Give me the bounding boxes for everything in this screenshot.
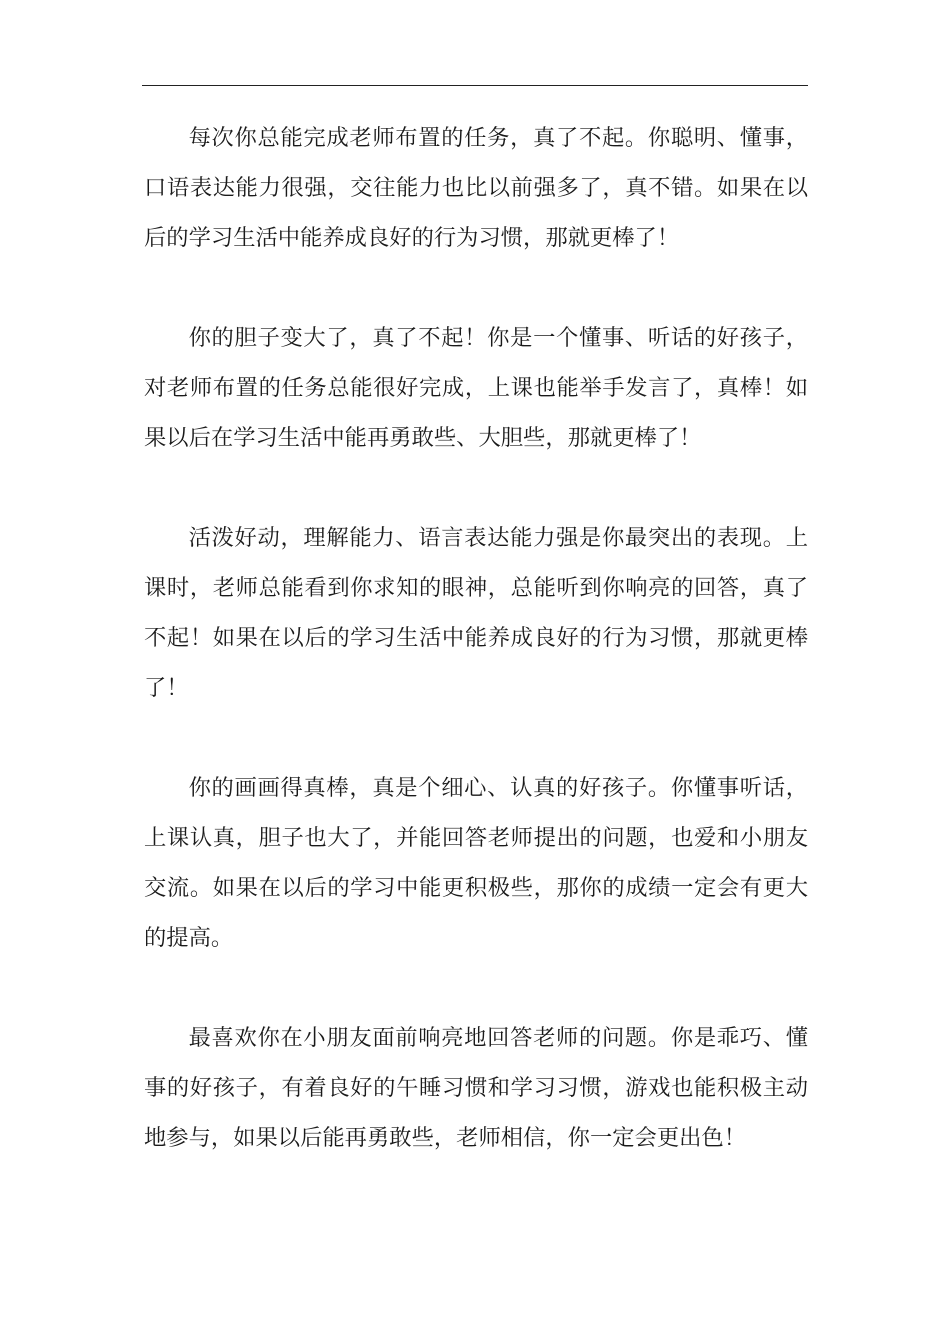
comment-paragraph-5: 最喜欢你在小朋友面前响亮地回答老师的问题。你是乖巧、懂事的好孩子，有着良好的午睡习惯和学习习惯，游戏也能积极主动地参与，如果以后能再勇敢些，老师相信，你一定会更出色！ <box>144 1025 808 1151</box>
comment-paragraph-4: 你的画画得真棒，真是个细心、认真的好孩子。你懂事听话，上课认真，胆子也大了，并能回答老师提出的问题，也爱和小朋友交流。如果在以后的学习中能更积极些，那你的成绩一定会有更大的提高。 <box>144 775 808 951</box>
document-body <box>144 113 808 1213</box>
comment-paragraph-1: 每次你总能完成老师布置的任务，真了不起。你聪明、懂事，口语表达能力很强，交往能力也比以前强多了，真不错。如果在以后的学习生活中能养成良好的行为习惯，那就更棒了！ <box>144 125 808 251</box>
header-rule <box>142 85 808 86</box>
comment-paragraph-2: 你的胆子变大了，真了不起！你是一个懂事、听话的好孩子，对老师布置的任务总能很好完成，上课也能举手发言了，真棒！如果以后在学习生活中能再勇敢些、大胆些，那就更棒了！ <box>144 325 808 451</box>
comment-paragraph-3: 活泼好动，理解能力、语言表达能力强是你最突出的表现。上课时，老师总能看到你求知的眼神，总能听到你响亮的回答，真了不起！如果在以后的学习生活中能养成良好的行为习惯，那就更棒了！ <box>144 525 808 701</box>
